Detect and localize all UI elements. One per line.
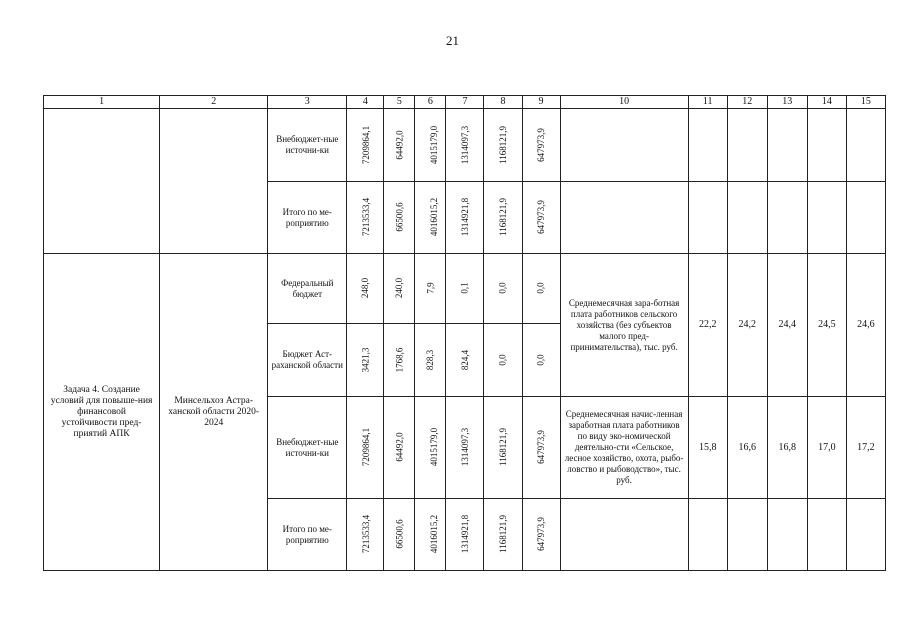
- page-number: 21: [446, 33, 459, 48]
- program-table: [43, 95, 886, 571]
- value-cell: 1168121,9: [498, 428, 509, 466]
- table-row: [44, 254, 886, 324]
- indicator-value: 15,8: [688, 397, 727, 499]
- value-cell: 647973,9: [536, 430, 547, 464]
- indicator-text: Среднемесячная начис-ленная заработная плата работников по виду эко-номической деятельно-сти «Сельское, лесное хозяйство, охота, рыбо-ловство и рыбоводство», тыс. руб.: [560, 397, 688, 499]
- header-cell: 8: [484, 96, 522, 109]
- table-row: [44, 109, 886, 182]
- indicator-value: 24,5: [807, 254, 846, 397]
- value-cell: 7,9: [425, 282, 436, 294]
- value-cell: 647973,9: [536, 517, 547, 551]
- value-cell: 4016015,2: [429, 514, 440, 554]
- value-cell: 1768,6: [394, 347, 405, 372]
- header-cell: 11: [688, 96, 727, 109]
- funding-source: Бюджет Аст-раханской области: [268, 324, 347, 397]
- value-cell: 828,3: [425, 349, 436, 370]
- indicator-value: 22,2: [688, 254, 727, 397]
- header-cell: 10: [560, 96, 688, 109]
- value-cell: 0,0: [536, 282, 547, 294]
- indicator-cell: [560, 499, 688, 571]
- value-cell: 4016015,2: [429, 197, 440, 237]
- header-cell: 14: [807, 96, 846, 109]
- value-cell: 1314921,8: [460, 514, 471, 554]
- funding-source: Внебюджет-ные источни-ки: [268, 109, 347, 182]
- value-cell: 1168121,9: [498, 515, 509, 553]
- value-cell: 1168121,9: [498, 125, 509, 164]
- funding-source: Итого по ме-роприятию: [268, 499, 347, 571]
- value-cell: 1314097,3: [460, 427, 471, 467]
- value-cell: 1168121,9: [498, 198, 509, 236]
- indicator-value: 17,2: [846, 397, 885, 499]
- header-cell: 6: [415, 96, 446, 109]
- indicator-value: 24,4: [767, 254, 807, 397]
- header-cell: 3: [268, 96, 347, 109]
- indicator-cell: [560, 182, 688, 254]
- header-cell: 13: [767, 96, 807, 109]
- task-name: Задача 4. Создание условий для повыше-ния финансовой устойчивости пред-приятий АПК: [44, 254, 160, 571]
- indicator-value: 24,2: [727, 254, 767, 397]
- indicator-value: 16,8: [767, 397, 807, 499]
- value-cell: 248,0: [360, 277, 371, 299]
- empty-task-cell: [44, 109, 160, 254]
- empty-executor-cell: [160, 109, 268, 254]
- indicator-text: Среднемесячная зара-ботная плата работников сельского хозяйства (без субъектов малого пред-принимательства), тыс. руб.: [560, 254, 688, 397]
- indicator-cell: [560, 109, 688, 182]
- value-cell: 7213533,4: [361, 197, 372, 237]
- header-cell: 4: [347, 96, 384, 109]
- header-row: [44, 96, 886, 109]
- header-cell: 9: [522, 96, 560, 109]
- value-cell: 4015179,0: [429, 125, 440, 164]
- value-cell: 7213533,4: [361, 514, 372, 554]
- header-cell: 5: [384, 96, 415, 109]
- header-cell: 2: [160, 96, 268, 109]
- task-executor: Минсельхоз Астра-ханской области 2020-2024: [160, 254, 268, 571]
- value-cell: 1314921,8: [460, 197, 471, 237]
- header-cell: 7: [446, 96, 484, 109]
- header-cell: 12: [727, 96, 767, 109]
- value-cell: 66500,6: [394, 519, 405, 549]
- funding-source: Федеральный бюджет: [268, 254, 347, 324]
- value-cell: 0,0: [497, 282, 508, 294]
- value-cell: 0,0: [536, 353, 547, 366]
- value-cell: 240,0: [394, 277, 405, 299]
- value-cell: 66500,6: [394, 202, 405, 232]
- value-cell: 647973,9: [536, 200, 547, 234]
- value-cell: 7209864,1: [361, 125, 372, 164]
- funding-source: Итого по ме-роприятию: [268, 182, 347, 254]
- header-cell: 15: [846, 96, 885, 109]
- value-cell: 0,0: [497, 353, 508, 366]
- value-cell: 0,1: [459, 282, 470, 294]
- funding-source: Внебюджет-ные источни-ки: [268, 397, 347, 499]
- value-cell: 1314097,3: [460, 125, 471, 164]
- value-cell: 3421,3: [360, 347, 371, 372]
- indicator-value: 24,6: [846, 254, 885, 397]
- value-cell: 7209864,1: [361, 427, 372, 467]
- value-cell: 824,4: [459, 349, 470, 370]
- value-cell: 4015179,0: [429, 427, 440, 467]
- indicator-value: 17,0: [807, 397, 846, 499]
- value-cell: 64492,0: [394, 432, 405, 462]
- value-cell: 64492,0: [394, 129, 405, 160]
- value-cell: 647973,9: [536, 127, 547, 162]
- indicator-value: 16,6: [727, 397, 767, 499]
- header-cell: 1: [44, 96, 160, 109]
